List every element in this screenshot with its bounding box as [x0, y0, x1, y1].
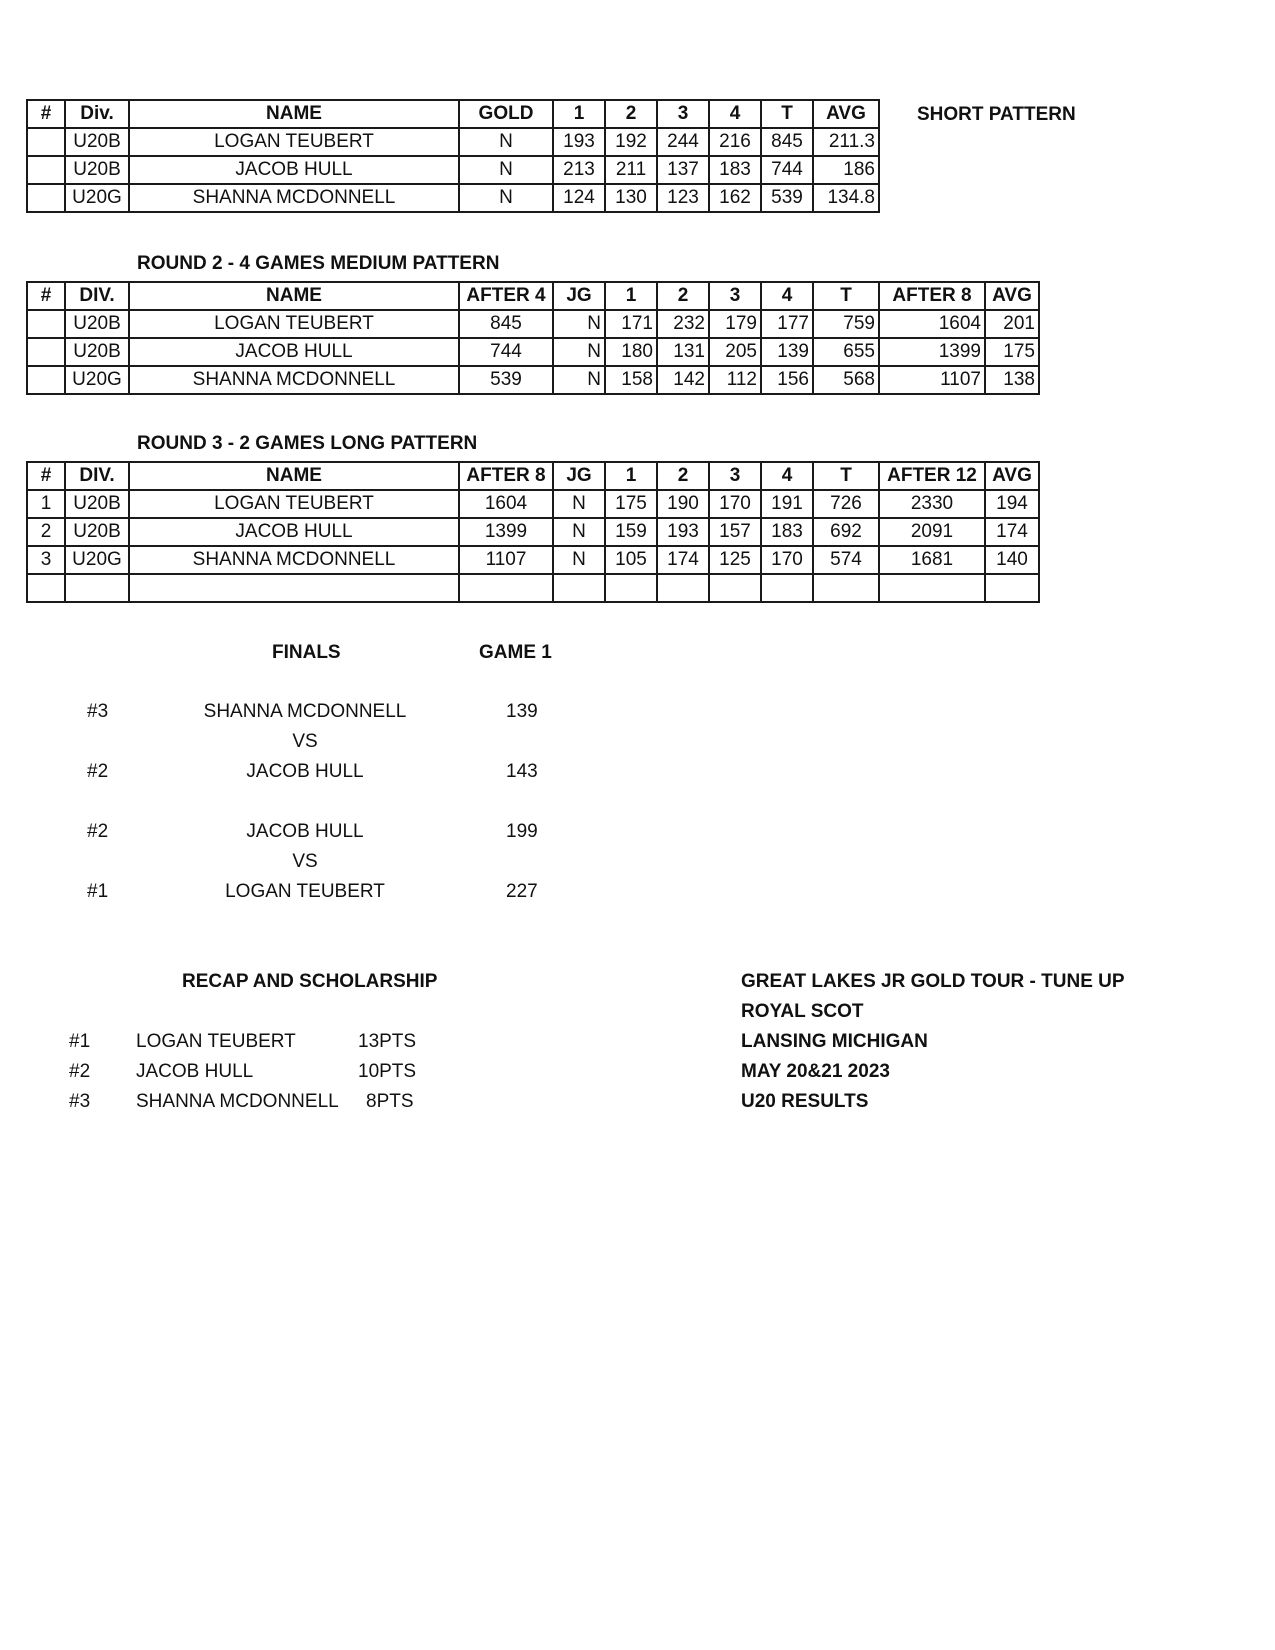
cell-jg: N	[553, 310, 605, 338]
col-header: 3	[709, 282, 761, 310]
event-date: MAY 20&21 2023	[741, 1061, 890, 1082]
cell-div: U20B	[65, 128, 129, 156]
cell-name: LOGAN TEUBERT	[129, 490, 459, 518]
finals-seed: #1	[87, 881, 109, 902]
cell-after12: 2091	[879, 518, 985, 546]
col-header: DIV.	[65, 462, 129, 490]
cell-game1: 158	[605, 366, 657, 394]
cell-game2: 174	[657, 546, 709, 574]
recap-name: SHANNA MCDONNELL	[136, 1091, 339, 1112]
round1-header-row	[27, 100, 879, 128]
round3-table	[26, 461, 1040, 603]
cell-after4: 744	[459, 338, 553, 366]
col-header: 2	[605, 100, 657, 128]
empty-cell	[605, 574, 657, 602]
table-row	[27, 490, 1039, 518]
cell-avg: 175	[985, 338, 1039, 366]
cell-game4: 216	[709, 128, 761, 156]
cell-rank	[27, 366, 65, 394]
cell-game2: 142	[657, 366, 709, 394]
cell-jg: N	[553, 546, 605, 574]
table-row	[27, 310, 1039, 338]
cell-game3: 137	[657, 156, 709, 184]
col-header: AVG	[985, 462, 1039, 490]
finals-score: 139	[506, 701, 538, 722]
cell-game1: 124	[553, 184, 605, 212]
col-header: 1	[605, 462, 657, 490]
cell-name: SHANNA MCDONNELL	[129, 184, 459, 212]
finals-player-name: SHANNA MCDONNELL	[203, 701, 407, 722]
cell-game4: 177	[761, 310, 813, 338]
col-header: AFTER 12	[879, 462, 985, 490]
cell-rank	[27, 156, 65, 184]
table-row	[27, 128, 879, 156]
round3-title: ROUND 3 - 2 GAMES LONG PATTERN	[137, 433, 478, 454]
cell-after12: 1681	[879, 546, 985, 574]
recap-name: JACOB HULL	[136, 1061, 254, 1082]
col-header: AVG	[985, 282, 1039, 310]
cell-game3: 112	[709, 366, 761, 394]
cell-game2: 211	[605, 156, 657, 184]
finals-vs: VS	[292, 731, 318, 752]
cell-total: 692	[813, 518, 879, 546]
empty-cell	[129, 574, 459, 602]
cell-game3: 244	[657, 128, 709, 156]
empty-cell	[65, 574, 129, 602]
empty-row	[27, 574, 1039, 602]
cell-total: 726	[813, 490, 879, 518]
round3-header-row	[27, 462, 1039, 490]
cell-game4: 162	[709, 184, 761, 212]
round1-pattern-label: SHORT PATTERN	[917, 104, 1076, 125]
finals-player-name: JACOB HULL	[246, 761, 364, 782]
recap-points: 10PTS	[358, 1061, 417, 1082]
cell-game1: 213	[553, 156, 605, 184]
cell-game4: 156	[761, 366, 813, 394]
cell-div: U20G	[65, 184, 129, 212]
cell-game3: 123	[657, 184, 709, 212]
cell-after4: 539	[459, 366, 553, 394]
cell-game4: 183	[761, 518, 813, 546]
cell-div: U20G	[65, 366, 129, 394]
cell-game1: 193	[553, 128, 605, 156]
cell-rank	[27, 128, 65, 156]
recap-title: RECAP AND SCHOLARSHIP	[182, 971, 438, 992]
cell-game4: 170	[761, 546, 813, 574]
cell-div: U20B	[65, 490, 129, 518]
cell-rank	[27, 338, 65, 366]
finals-seed: #2	[87, 761, 109, 782]
cell-total: 539	[761, 184, 813, 212]
cell-name: JACOB HULL	[129, 518, 459, 546]
cell-game2: 193	[657, 518, 709, 546]
event-title: GREAT LAKES JR GOLD TOUR - TUNE UP	[741, 971, 1125, 992]
cell-avg: 134.8	[813, 184, 879, 212]
event-location: LANSING MICHIGAN	[741, 1031, 928, 1052]
col-header: 4	[761, 462, 813, 490]
cell-after8: 1399	[459, 518, 553, 546]
col-header: 4	[709, 100, 761, 128]
cell-name: LOGAN TEUBERT	[129, 128, 459, 156]
empty-cell	[985, 574, 1039, 602]
table-row	[27, 366, 1039, 394]
empty-cell	[459, 574, 553, 602]
cell-div: U20B	[65, 338, 129, 366]
cell-name: SHANNA MCDONNELL	[129, 546, 459, 574]
cell-total: 655	[813, 338, 879, 366]
col-header: AVG	[813, 100, 879, 128]
cell-game2: 131	[657, 338, 709, 366]
cell-game1: 105	[605, 546, 657, 574]
col-header: NAME	[129, 462, 459, 490]
cell-div: U20B	[65, 518, 129, 546]
round1-table	[26, 99, 880, 213]
cell-jg: N	[553, 366, 605, 394]
finals-vs: VS	[292, 851, 318, 872]
cell-game3: 170	[709, 490, 761, 518]
col-header: Div.	[65, 100, 129, 128]
finals-score: 227	[506, 881, 538, 902]
finals-score: 199	[506, 821, 538, 842]
cell-after4: 845	[459, 310, 553, 338]
cell-total: 574	[813, 546, 879, 574]
cell-game4: 139	[761, 338, 813, 366]
col-header: AFTER 4	[459, 282, 553, 310]
col-header: AFTER 8	[459, 462, 553, 490]
event-venue: ROYAL SCOT	[741, 1001, 864, 1022]
cell-game1: 171	[605, 310, 657, 338]
recap-rank: #3	[69, 1091, 91, 1112]
cell-gold: N	[459, 184, 553, 212]
cell-game3: 205	[709, 338, 761, 366]
col-header: AFTER 8	[879, 282, 985, 310]
round2-header-row	[27, 282, 1039, 310]
empty-cell	[761, 574, 813, 602]
cell-rank: 1	[27, 490, 65, 518]
col-header: 3	[709, 462, 761, 490]
table-row	[27, 546, 1039, 574]
col-header: 3	[657, 100, 709, 128]
col-header: #	[27, 100, 65, 128]
table-row	[27, 338, 1039, 366]
round2-title: ROUND 2 - 4 GAMES MEDIUM PATTERN	[137, 253, 500, 274]
col-header: #	[27, 282, 65, 310]
event-results-label: U20 RESULTS	[741, 1091, 869, 1112]
col-header: 2	[657, 282, 709, 310]
cell-gold: N	[459, 128, 553, 156]
cell-rank	[27, 310, 65, 338]
cell-name: JACOB HULL	[129, 156, 459, 184]
empty-cell	[813, 574, 879, 602]
cell-after8: 1604	[459, 490, 553, 518]
recap-points: 8PTS	[366, 1091, 414, 1112]
finals-seed: #3	[87, 701, 109, 722]
cell-jg: N	[553, 338, 605, 366]
cell-jg: N	[553, 490, 605, 518]
finals-title: FINALS	[272, 642, 341, 663]
cell-game4: 191	[761, 490, 813, 518]
cell-game2: 130	[605, 184, 657, 212]
col-header: #	[27, 462, 65, 490]
table-row	[27, 518, 1039, 546]
cell-game2: 190	[657, 490, 709, 518]
cell-avg: 201	[985, 310, 1039, 338]
recap-rank: #1	[69, 1031, 91, 1052]
recap-rank: #2	[69, 1061, 91, 1082]
cell-game3: 157	[709, 518, 761, 546]
cell-after12: 2330	[879, 490, 985, 518]
finals-player-name: LOGAN TEUBERT	[225, 881, 385, 902]
table-row	[27, 156, 879, 184]
cell-game3: 179	[709, 310, 761, 338]
cell-total: 744	[761, 156, 813, 184]
cell-game4: 183	[709, 156, 761, 184]
cell-after8: 1107	[879, 366, 985, 394]
recap-points: 13PTS	[358, 1031, 417, 1052]
cell-avg: 211.3	[813, 128, 879, 156]
cell-name: LOGAN TEUBERT	[129, 310, 459, 338]
col-header: 2	[657, 462, 709, 490]
cell-game2: 192	[605, 128, 657, 156]
cell-avg: 186	[813, 156, 879, 184]
finals-game-label: GAME 1	[479, 642, 552, 663]
cell-div: U20B	[65, 156, 129, 184]
empty-cell	[27, 574, 65, 602]
col-header: JG	[553, 462, 605, 490]
cell-game3: 125	[709, 546, 761, 574]
col-header: 1	[605, 282, 657, 310]
round2-table	[26, 281, 1040, 395]
cell-total: 759	[813, 310, 879, 338]
cell-game1: 180	[605, 338, 657, 366]
empty-cell	[553, 574, 605, 602]
cell-div: U20B	[65, 310, 129, 338]
cell-avg: 194	[985, 490, 1039, 518]
cell-gold: N	[459, 156, 553, 184]
finals-player-name: JACOB HULL	[246, 821, 364, 842]
col-header: DIV.	[65, 282, 129, 310]
cell-after8: 1604	[879, 310, 985, 338]
col-header: NAME	[129, 100, 459, 128]
col-header: GOLD	[459, 100, 553, 128]
table-row	[27, 184, 879, 212]
recap-name: LOGAN TEUBERT	[136, 1031, 296, 1052]
col-header: JG	[553, 282, 605, 310]
col-header: 4	[761, 282, 813, 310]
empty-cell	[709, 574, 761, 602]
cell-name: JACOB HULL	[129, 338, 459, 366]
col-header: T	[761, 100, 813, 128]
cell-avg: 138	[985, 366, 1039, 394]
empty-cell	[657, 574, 709, 602]
cell-name: SHANNA MCDONNELL	[129, 366, 459, 394]
col-header: T	[813, 282, 879, 310]
cell-game2: 232	[657, 310, 709, 338]
cell-game1: 175	[605, 490, 657, 518]
cell-avg: 140	[985, 546, 1039, 574]
cell-jg: N	[553, 518, 605, 546]
cell-after8: 1399	[879, 338, 985, 366]
finals-score: 143	[506, 761, 538, 782]
cell-rank: 2	[27, 518, 65, 546]
cell-rank: 3	[27, 546, 65, 574]
cell-after8: 1107	[459, 546, 553, 574]
empty-cell	[879, 574, 985, 602]
cell-div: U20G	[65, 546, 129, 574]
col-header: NAME	[129, 282, 459, 310]
col-header: T	[813, 462, 879, 490]
cell-rank	[27, 184, 65, 212]
cell-total: 845	[761, 128, 813, 156]
cell-game1: 159	[605, 518, 657, 546]
cell-avg: 174	[985, 518, 1039, 546]
col-header: 1	[553, 100, 605, 128]
cell-total: 568	[813, 366, 879, 394]
finals-seed: #2	[87, 821, 109, 842]
